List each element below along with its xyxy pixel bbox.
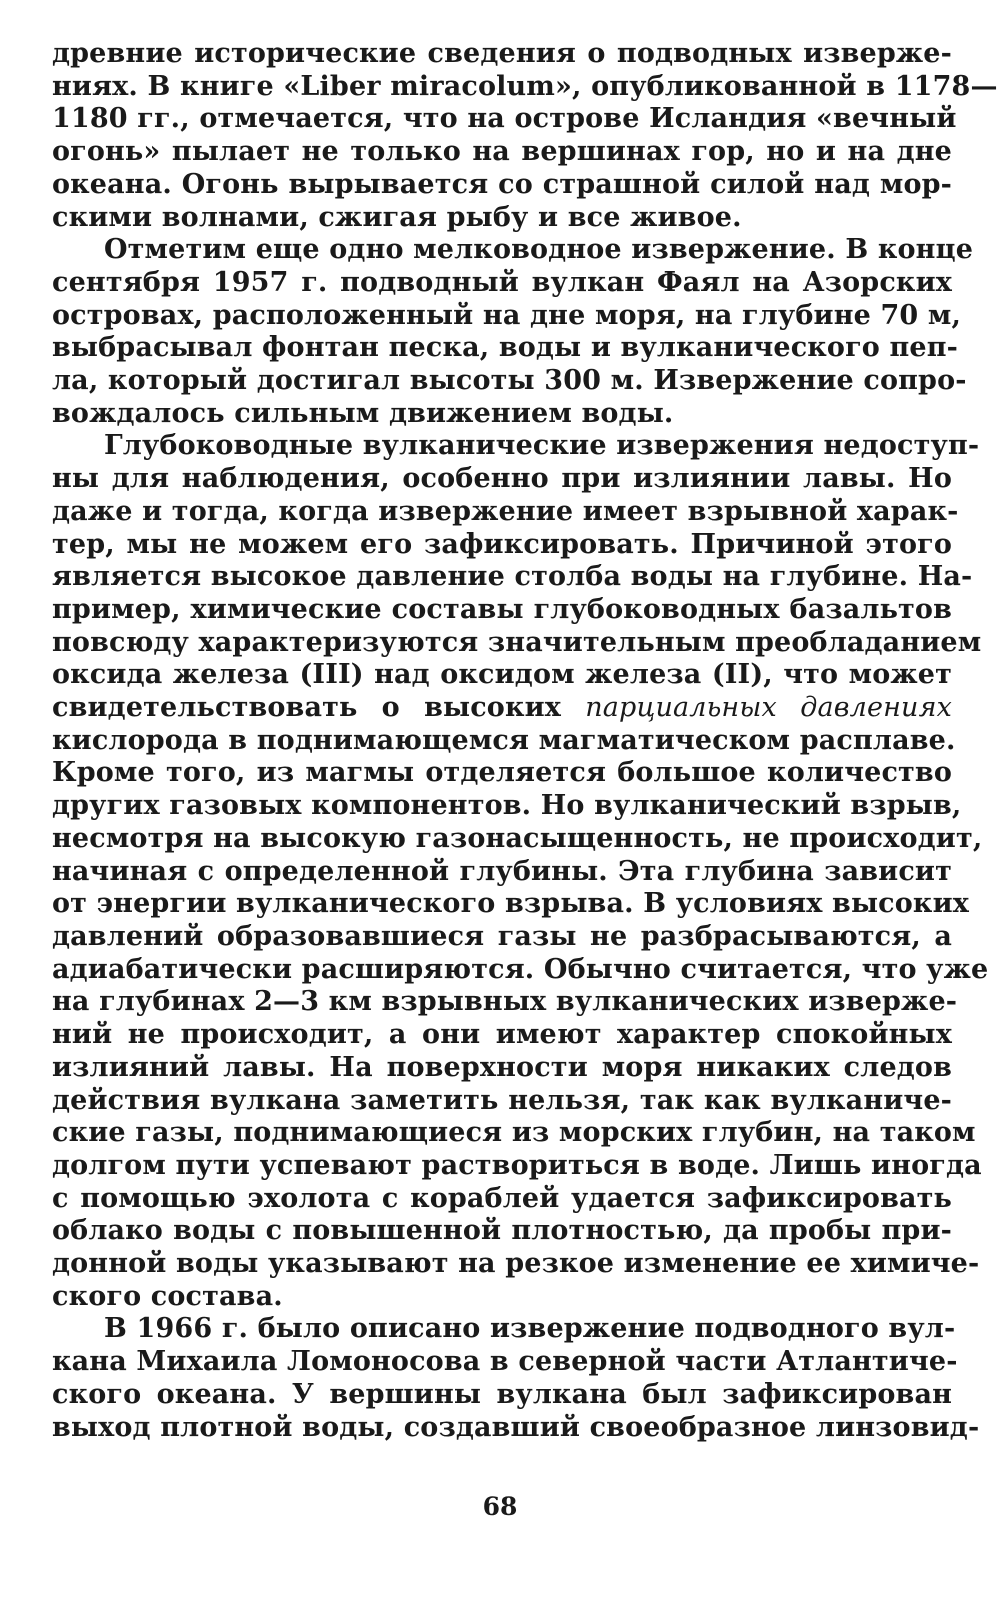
text-line — [52, 365, 967, 398]
text-line — [52, 1215, 952, 1248]
text-line — [52, 202, 952, 235]
text-line — [52, 169, 952, 202]
line-text: древние исторические сведения о подводных изверже- — [52, 38, 952, 69]
text-line — [52, 1183, 952, 1216]
text-line — [52, 529, 952, 562]
line-text: островах, расположенный на дне моря, на глубине 70 м, — [52, 299, 962, 331]
line-text: адиабатически расширяются. Обычно считается, что уже — [52, 953, 989, 985]
line-text: огонь» пылает не только на вершинах гор, но и на дне — [52, 136, 952, 168]
line-text: выбрасывал фонтан песка, воды и вулканического пеп- — [52, 332, 959, 364]
line-text: ны для наблюдения, особенно при излиянии лавы. Но — [52, 463, 952, 495]
line-text: от энергии вулканического взрыва. В условиях высоких — [52, 888, 970, 920]
paragraph-p4 — [52, 1313, 980, 1444]
line-text: Кроме того, из магмы отделяется большое количество — [52, 757, 952, 789]
line-text: несмотря на высокую газонасыщенность, не происходит, — [52, 822, 983, 854]
line-text: донной воды указывают на резкое изменение ее химиче- — [52, 1248, 980, 1280]
text-line — [52, 1117, 976, 1150]
line-text: давлений образовавшиеся газы не разбрасываются, а — [52, 920, 952, 952]
line-text: кана Михаила Ломоносова в северной части Атлантиче- — [52, 1346, 958, 1378]
line-text: ского океана. У вершины вулкана был зафиксирован — [52, 1378, 952, 1410]
text-line — [52, 495, 959, 529]
line-text: свидетельствовать о высоких — [52, 692, 586, 724]
line-text: выход плотной воды, создавший своеобразное линзовид- — [52, 1411, 980, 1443]
text-line — [52, 70, 998, 104]
text-line — [52, 103, 957, 136]
line-text: скими волнами, сжигая рыбу и все живое. — [52, 201, 742, 233]
text-line — [52, 1281, 952, 1314]
text-line — [52, 822, 983, 856]
line-text: является высокое давление столба воды на глубине. На- — [52, 561, 973, 593]
text-line — [52, 1248, 980, 1281]
text-line — [52, 1313, 956, 1346]
text-line — [52, 1019, 952, 1052]
text-line — [52, 1052, 952, 1085]
line-text: ла, который достигал высоты 300 м. Извержение сопро- — [52, 365, 967, 397]
line-text: тер, мы не можем его зафиксировать. Причиной этого — [52, 528, 952, 560]
text-line — [52, 594, 952, 627]
page-number: 68 — [482, 1492, 518, 1521]
line-text: даже и тогда, когда извержение имеет взрывной харак- — [52, 495, 959, 527]
text-line — [52, 561, 973, 594]
paragraph-p2 — [52, 234, 974, 430]
line-text: кислорода в поднимающемся магматическом расплаве. — [52, 724, 956, 756]
line-text: действия вулкана заметить нельзя, так как вулканиче- — [52, 1084, 952, 1116]
text-line — [52, 398, 952, 431]
emphasized-term: парциальных давлениях — [585, 692, 952, 724]
text-line — [52, 234, 974, 267]
line-text: ниях. В книге «Liber miracolum», опубликованной в 1178— — [52, 70, 998, 102]
text-line — [52, 856, 952, 889]
paragraph-p1 — [52, 38, 998, 234]
text-line — [52, 38, 952, 71]
text-line — [52, 267, 952, 300]
line-text: Отметим еще одно мелководное извержение. В конце — [104, 234, 974, 266]
line-text: сентября 1957 г. подводный вулкан Фаял на Азорских — [52, 266, 952, 298]
text-line — [52, 986, 958, 1019]
paragraph-p3 — [52, 430, 989, 1313]
text-line — [52, 332, 959, 365]
line-text: излияний лавы. На поверхности моря никаких следов — [52, 1051, 952, 1083]
line-text: ские газы, поднимающиеся из морских глубин, на таком — [52, 1117, 976, 1149]
text-line — [52, 1411, 980, 1445]
text-line — [52, 430, 980, 463]
book-page — [52, 38, 998, 1538]
line-text: ского состава. — [52, 1280, 283, 1312]
text-line — [52, 659, 952, 692]
text-line — [52, 626, 982, 660]
text-line — [52, 1085, 952, 1118]
line-text: океана. Огонь вырывается со страшной силой над мор- — [52, 168, 952, 200]
line-text: начиная с определенной глубины. Эта глубина зависит — [52, 855, 952, 887]
text-line — [52, 888, 970, 921]
text-line — [52, 299, 962, 333]
body-text — [52, 38, 998, 1444]
text-line — [52, 136, 952, 169]
line-text: В 1966 г. было описано извержение подводного вул- — [104, 1313, 956, 1345]
line-text: других газовых компонентов. Но вулканический взрыв, — [52, 790, 962, 822]
line-text: повсюду характеризуются значительным преобладанием — [52, 626, 982, 658]
line-text: ний не происходит, а они имеют характер спокойных — [52, 1019, 952, 1051]
line-text: с помощью эхолота с кораблей удается зафиксировать — [52, 1182, 952, 1214]
line-text: долгом пути успевают раствориться в воде. Лишь иногда — [52, 1149, 982, 1181]
text-line — [52, 757, 952, 790]
text-line — [52, 790, 962, 823]
text-line — [52, 921, 952, 954]
line-text: Глубоководные вулканические извержения недоступ- — [104, 430, 980, 462]
text-line — [52, 953, 989, 987]
line-text: вождалось сильным движением воды. — [52, 397, 674, 429]
text-line — [52, 1379, 952, 1412]
text-line — [52, 724, 956, 758]
text-line — [52, 1346, 958, 1379]
text-line — [52, 1149, 982, 1183]
line-text: облако воды с повышенной плотностью, да пробы при- — [52, 1215, 952, 1247]
line-text: на глубинах 2—3 км взрывных вулканических изверже- — [52, 986, 958, 1018]
text-line — [52, 692, 952, 725]
line-text: 1180 гг., отмечается, что на острове Исландия «вечный — [52, 103, 957, 135]
line-text: оксида железа (III) над оксидом железа (II), что может — [52, 659, 952, 691]
line-text: пример, химические составы глубоководных базальтов — [52, 593, 952, 625]
text-line — [52, 463, 952, 496]
